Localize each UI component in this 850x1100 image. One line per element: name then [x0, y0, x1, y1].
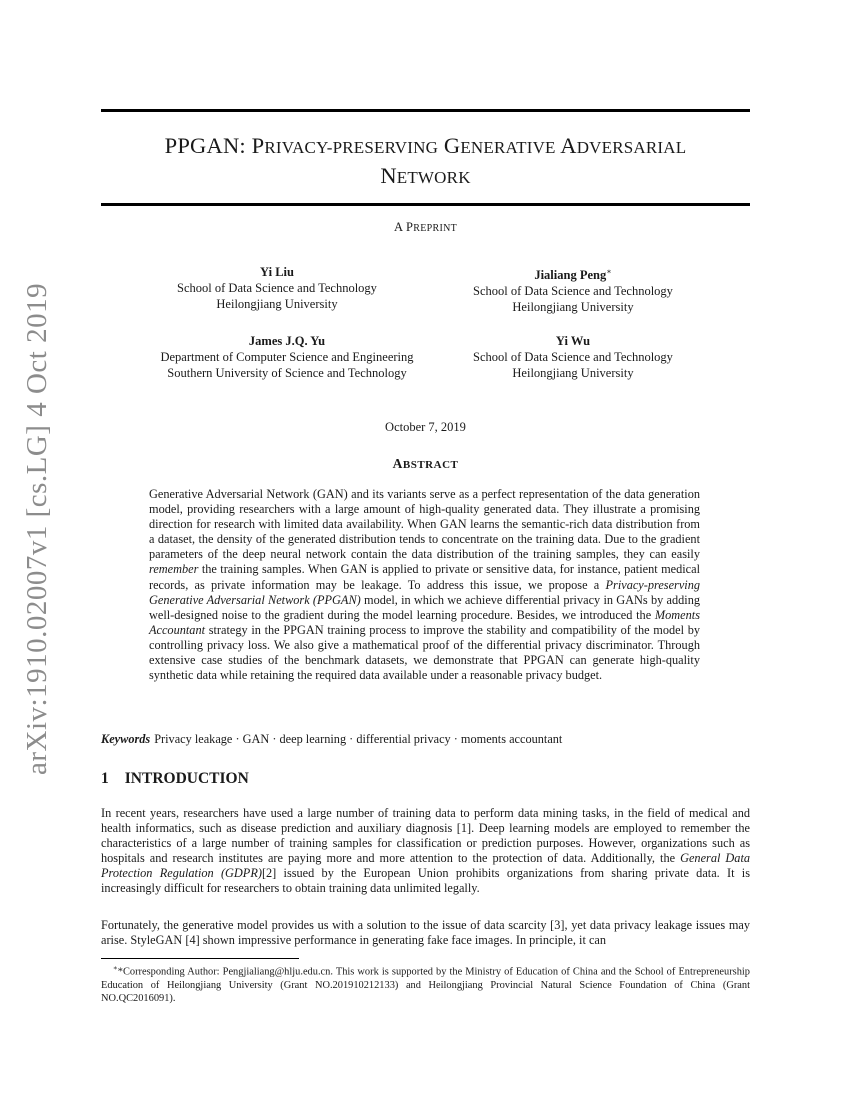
author-affiliation: School of Data Science and Technology: [177, 281, 377, 295]
author-block: [137, 333, 437, 381]
title-line-1: PPGAN: PRIVACY-PRESERVING GENERATIVE ADVERSARIAL: [164, 133, 687, 158]
abstract-body: Generative Adversarial Network (GAN) and its variants serve as a perfect representation of the data generation model, providing researchers with a large amount of high-quality generated data. They illustrate a promising direction for research with limited data availability. When GAN learns the semantic-rich data distribution from a dataset, the density of the generated distribution tends to concentrate on the training data. Due to the gradient parameters of the deep neural network contain the data distribution of the training samples, they can easily remember the training samples. When GAN is applied to private or sensitive data, for instance, patient medical records, as private information may be leakage. To address this issue, we propose a Privacy-preserving Generative Adversarial Network (PPGAN) model, in which we achieve differential privacy in GANs by adding well-designed noise to the gradient during the model learning procedure. Besides, we introduced the Moments Accountant strategy in the PPGAN training process to improve the stability and compatibility of the model by controlling privacy loss. We also give a mathematical proof of the differential privacy discriminator. Through extensive case studies of the benchmark datasets, we demonstrate that PPGAN can generate high-quality synthetic data while retaining the required data available under a reasonable privacy budget.: [149, 487, 701, 683]
body-paragraph: Fortunately, the generative model provides us with a solution to the issue of data scarcity [3], yet data privacy leakage issues may arise. StyleGAN [4] shown impressive performance in generating fake face images. In principle, it can: [101, 918, 750, 948]
section-heading: 1 INTRODUCTION: [101, 770, 249, 787]
title-rule-top: [101, 109, 750, 112]
author-institution: Heilongjiang University: [512, 366, 634, 380]
keywords-list: Privacy leakage · GAN · deep learning · differential privacy · moments accountant: [154, 732, 563, 746]
author-institution: Heilongjiang University: [512, 300, 634, 315]
author-affiliation: School of Data Science and Technology: [473, 284, 673, 299]
body-paragraph: In recent years, researchers have used a large number of training data to perform data mining tasks, in the field of medical and health informatics, such as disease prediction and auxiliary diagnosis [1]. Deep learning models are employed to remember the characteristics of a large number of training samples for classification or prediction purposes. However, organizations such as hospitals and research institutes are paying more and more attention to the protection of data. Additionally, the General Data Protection Regulation (GDPR)[2] issued by the European Union prohibits organizations from sharing private data. It is increasingly difficult for researchers to obtain training data unlimited legally.: [101, 806, 751, 896]
arxiv-identifier: arXiv:1910.02007v1 [cs.LG] 4 Oct 2019: [21, 282, 53, 775]
author-name: Jialiang Peng∗: [534, 267, 612, 283]
author-affiliation: School of Data Science and Technology: [473, 350, 673, 364]
paper-date: October 7, 2019: [385, 420, 466, 434]
paper-title: [101, 132, 750, 192]
title-rule-bottom: [101, 203, 750, 206]
author-block: [127, 264, 427, 312]
title-line-2: NETWORK: [380, 163, 471, 188]
footnote-rule: [101, 958, 299, 959]
keywords: [101, 732, 750, 747]
author-institution: Heilongjiang University: [216, 297, 338, 311]
corresponding-author-mark: ∗: [606, 267, 612, 276]
author-institution: Southern University of Science and Technology: [167, 366, 407, 380]
author-name: Yi Wu: [555, 334, 591, 348]
keywords-label: Keywords: [101, 732, 151, 746]
abstract-heading: ABSTRACT: [392, 456, 459, 471]
footnote: ∗*Corresponding Author: Pengjialiang@hlju.edu.cn. This work is supported by the Ministry of Education of China and the School of Entrepreneurship Education of Heilongjiang University (Grant NO.201910212133) and Heilongjiang Provincial Natural Science Foundation of China (Grant NO.QC2016091).: [101, 964, 750, 1005]
author-block: [423, 333, 723, 381]
author-name: James J.Q. Yu: [248, 334, 326, 348]
author-name: Yi Liu: [260, 265, 294, 279]
preprint-label: A PREPRINT: [393, 220, 458, 234]
author-affiliation: Department of Computer Science and Engineering: [160, 350, 414, 364]
author-block: [423, 264, 723, 315]
